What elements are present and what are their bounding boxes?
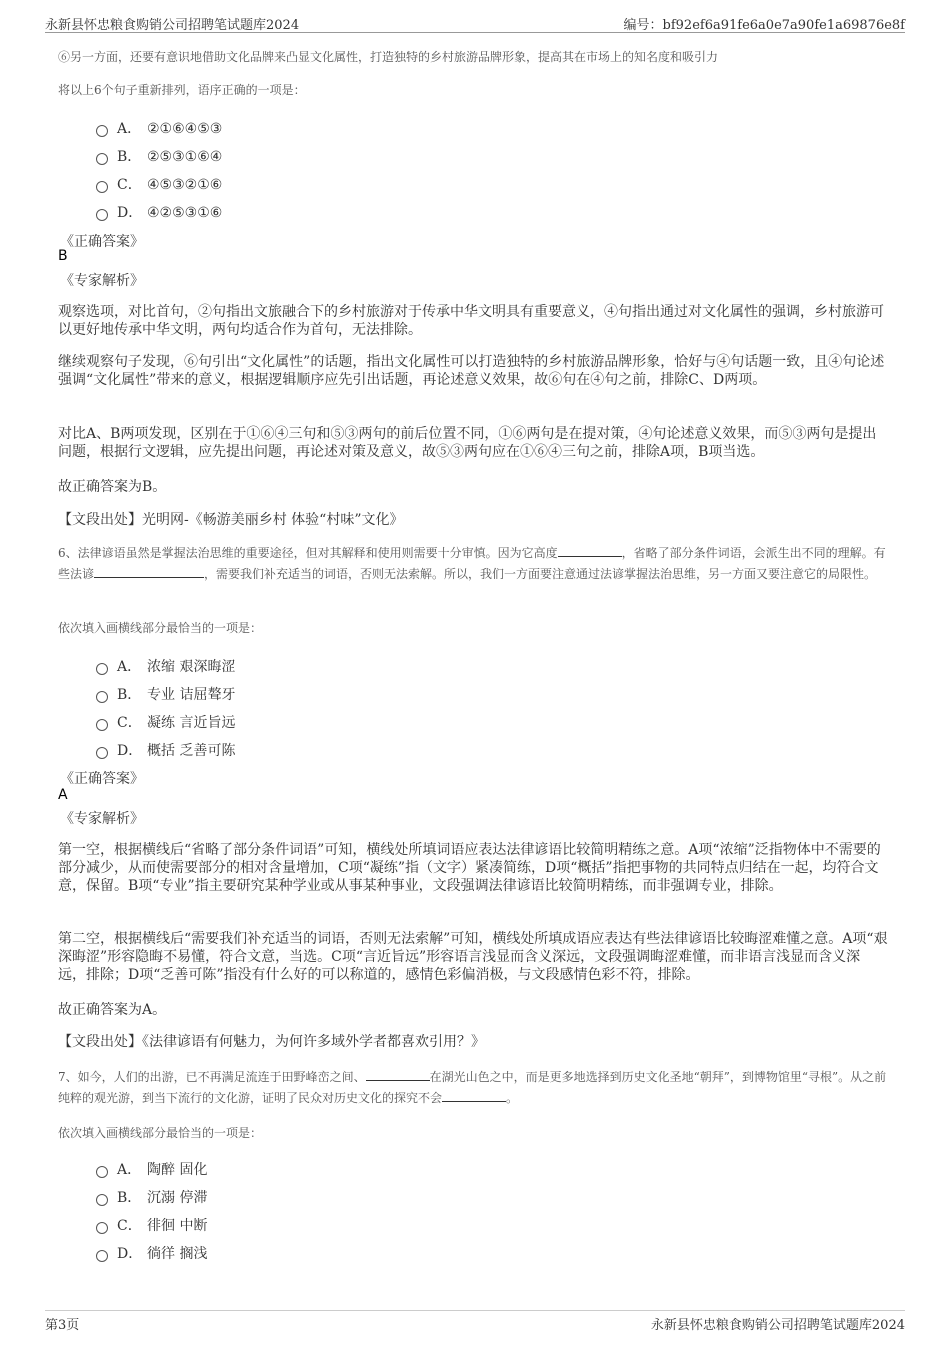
q6-option-b[interactable]: B． 专业 诘屈聱牙 <box>96 684 235 704</box>
q5-answer: B <box>58 248 68 264</box>
q7-option-d[interactable]: D． 徜徉 搁浅 <box>96 1243 207 1263</box>
radio-icon[interactable] <box>96 691 108 703</box>
footer-title: 永新县怀忠粮食购销公司招聘笔试题库2024 <box>650 1318 905 1333</box>
radio-icon[interactable] <box>96 1250 108 1262</box>
q5-option-d[interactable]: D． ④②⑤③①⑥ <box>96 202 222 222</box>
q5-analysis-conclusion: 故正确答案为B。 <box>58 479 167 495</box>
radio-icon[interactable] <box>96 1194 108 1206</box>
q5-prompt: 将以上6个句子重新排列，语序正确的一项是： <box>58 83 306 97</box>
header-serial-number: 编号：bf92ef6a91fe6a0e7a90fe1a69876e8f <box>623 18 905 33</box>
radio-icon[interactable] <box>96 663 108 675</box>
q6-option-a[interactable]: A． 浓缩 艰深晦涩 <box>96 656 235 676</box>
q6-option-d[interactable]: D． 概括 乏善可陈 <box>96 740 235 760</box>
q5-analysis-paragraph: 观察选项，对比首句，②句指出文旅融合下的乡村旅游对于传承中华文明具有重要意义，④句指出通过对文化属性的强调，乡村旅游可以更好地传承中华文明，两句均适合作为首句，无法排除。 <box>58 304 884 338</box>
q5-analysis-paragraph: 对比A、B两项发现，区别在于①⑥④三句和⑤③两句的前后位置不同，①⑥两句是在提对策，④句论述意义效果，而⑤③两句是提出问题，根据行文逻辑，应先提出问题，再论述对策及意义，故⑤③两句应在①⑥④三句之前，排除A项，B项当选。 <box>58 426 877 460</box>
q5-option-a[interactable]: A． ②①⑥④⑤③ <box>96 118 222 138</box>
radio-icon[interactable] <box>96 125 108 137</box>
radio-icon[interactable] <box>96 153 108 165</box>
q6-stem: 6、法律谚语虽然是掌握法治思维的重要途径，但对其解释和使用则需要十分审慎。因为它高度 ，省略了部分条件词语，会派生出不同的理解。有些法谚 ，需要我们补充适当的词语，否则无法索解。所以，我们一方面要注意通过法谚掌握法治思维，另一方面又要注意它的局限性。 <box>58 546 886 581</box>
q7-option-a[interactable]: A． 陶醉 固化 <box>96 1159 207 1179</box>
q7-option-c[interactable]: C． 徘徊 中断 <box>96 1215 207 1235</box>
radio-icon[interactable] <box>96 1222 108 1234</box>
q5-sentence-6: ⑥另一方面，还要有意识地借助文化品牌来凸显文化属性，打造独特的乡村旅游品牌形象，提高其在市场上的知名度和吸引力 <box>58 50 719 64</box>
q7-stem: 7、如今，人们的出游，已不再满足流连于田野峰峦之间、 在湖光山色之中，而是更多地选择到历史文化圣地“朝拜”，到博物馆里“寻根”。从之前纯粹的观光游，到当下流行的文化游，证明了民众对历史文化的探究不会 。 <box>58 1070 887 1105</box>
radio-icon[interactable] <box>96 209 108 221</box>
q6-analysis-paragraph: 第二空，根据横线后“需要我们补充适当的词语，否则无法索解”可知，横线处所填成语应表达有些法律谚语比较晦涩难懂之意。A项“艰深晦涩”形容隐晦不易懂，符合文意，当选。C项“言近旨远”形容语言浅显而含义深远，文段强调晦涩难懂，而非语言浅显而含义深远，排除；D项“乏善可陈”指没有什么好的可以称道的，感情色彩偏消极，与文段感情色彩不符，排除。 <box>58 931 888 983</box>
q6-analysis-label: 《专家解析》 <box>60 811 144 827</box>
radio-icon[interactable] <box>96 719 108 731</box>
q6-answer: A <box>58 787 68 803</box>
q6-option-c[interactable]: C． 凝练 言近旨远 <box>96 712 235 732</box>
q7-prompt: 依次填入画横线部分最恰当的一项是： <box>58 1126 263 1140</box>
q7-blank-1 <box>366 1068 430 1081</box>
radio-icon[interactable] <box>96 181 108 193</box>
page-number: 第3页 <box>45 1318 80 1333</box>
q6-blank-1 <box>558 544 622 557</box>
q6-answer-label: 《正确答案》 <box>60 771 144 787</box>
q5-analysis-label: 《专家解析》 <box>60 273 144 289</box>
q6-analysis-conclusion: 故正确答案为A。 <box>58 1002 167 1018</box>
q6-blank-2 <box>94 565 204 578</box>
q6-analysis-paragraph: 第一空，根据横线后“省略了部分条件词语”可知，横线处所填词语应表达法律谚语比较简明精练之意。A项“浓缩”泛指物体中不需要的部分减少，从而使需要部分的相对含量增加，C项“凝练”指（文字）紧凑简练，D项“概括”指把事物的共同特点归结在一起，均符合文意，保留。B项“专业”指主要研究某种学业或从事某种事业，文段强调法律谚语比较简明精练，而非强调专业，排除。 <box>58 842 881 894</box>
header-title: 永新县怀忠粮食购销公司招聘笔试题库2024 <box>45 18 300 33</box>
q5-analysis-paragraph: 继续观察句子发现，⑥句引出“文化属性”的话题，指出文化属性可以打造独特的乡村旅游品牌形象，恰好与④句话题一致，且④句论述强调“文化属性”带来的意义，根据逻辑顺序应先引出话题，再论述意义效果，故⑥句在④句之前，排除C、D两项。 <box>58 354 885 388</box>
radio-icon[interactable] <box>96 1166 108 1178</box>
page-header <box>45 12 905 33</box>
q6-prompt: 依次填入画横线部分最恰当的一项是： <box>58 621 263 635</box>
q5-source: 【文段出处】光明网-《畅游美丽乡村 体验“村味”文化》 <box>58 512 404 528</box>
radio-icon[interactable] <box>96 747 108 759</box>
q5-option-c[interactable]: C． ④⑤③②①⑥ <box>96 174 222 194</box>
q6-source: 【文段出处】《法律谚语有何魅力，为何许多域外学者都喜欢引用？》 <box>58 1034 485 1050</box>
q7-blank-2 <box>442 1089 506 1102</box>
q5-answer-label: 《正确答案》 <box>60 234 144 250</box>
q7-option-b[interactable]: B． 沉溺 停滞 <box>96 1187 207 1207</box>
page-footer <box>45 1310 905 1333</box>
q5-option-b[interactable]: B． ②⑤③①⑥④ <box>96 146 222 166</box>
